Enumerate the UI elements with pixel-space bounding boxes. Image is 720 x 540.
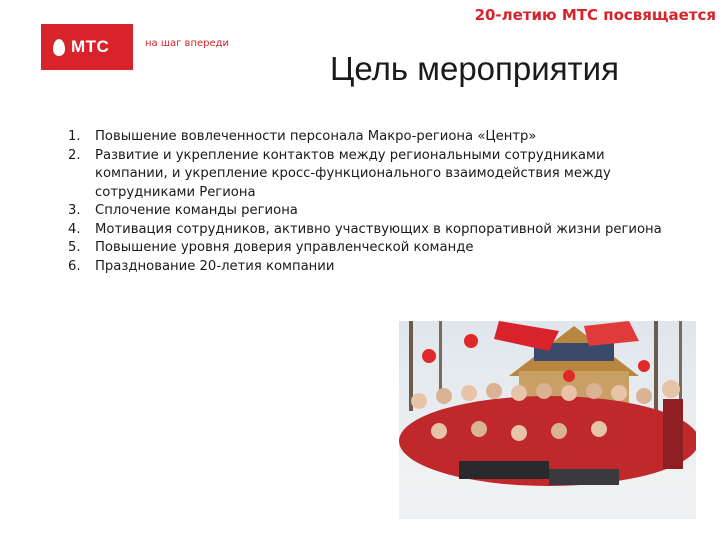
list-number: 4. <box>68 221 81 237</box>
list-text: Сплочение команды региона <box>95 203 298 218</box>
egg-logo-icon <box>53 39 65 56</box>
list-item <box>68 239 668 258</box>
list-number: 2. <box>68 147 81 163</box>
list-number: 5. <box>68 240 81 255</box>
list-text: Повышение вовлеченности персонала Макро-региона «Центр» <box>95 129 537 144</box>
list-text: Повышение уровня доверия управленческой команде <box>95 240 474 255</box>
mts-logo <box>41 24 133 70</box>
list-number: 3. <box>68 203 81 218</box>
goals-list <box>68 128 668 276</box>
team-photo <box>399 321 696 519</box>
list-item <box>68 128 668 147</box>
list-number: 1. <box>68 129 81 144</box>
list-text: Празднование 20-летия компании <box>95 258 335 274</box>
list-text: Развитие и укрепление контактов между региональными сотрудниками компании, и укрепление кросс-функционального взаимодействия между сотрудниками Региона <box>95 147 611 200</box>
list-item <box>68 147 668 203</box>
list-item <box>68 221 668 240</box>
logo-text: МТС <box>71 37 110 56</box>
list-number: 6. <box>68 258 81 274</box>
group-photo-icon <box>399 321 696 519</box>
list-item <box>68 258 668 277</box>
list-item <box>68 202 668 221</box>
anniversary-slogan: 20-летию МТС посвящается <box>474 6 716 24</box>
brand-tagline: на шаг впереди <box>145 38 230 49</box>
slide-title: Цель мероприятия <box>330 50 619 87</box>
list-text: Мотивация сотрудников, активно участвующих в корпоративной жизни региона <box>95 221 662 237</box>
